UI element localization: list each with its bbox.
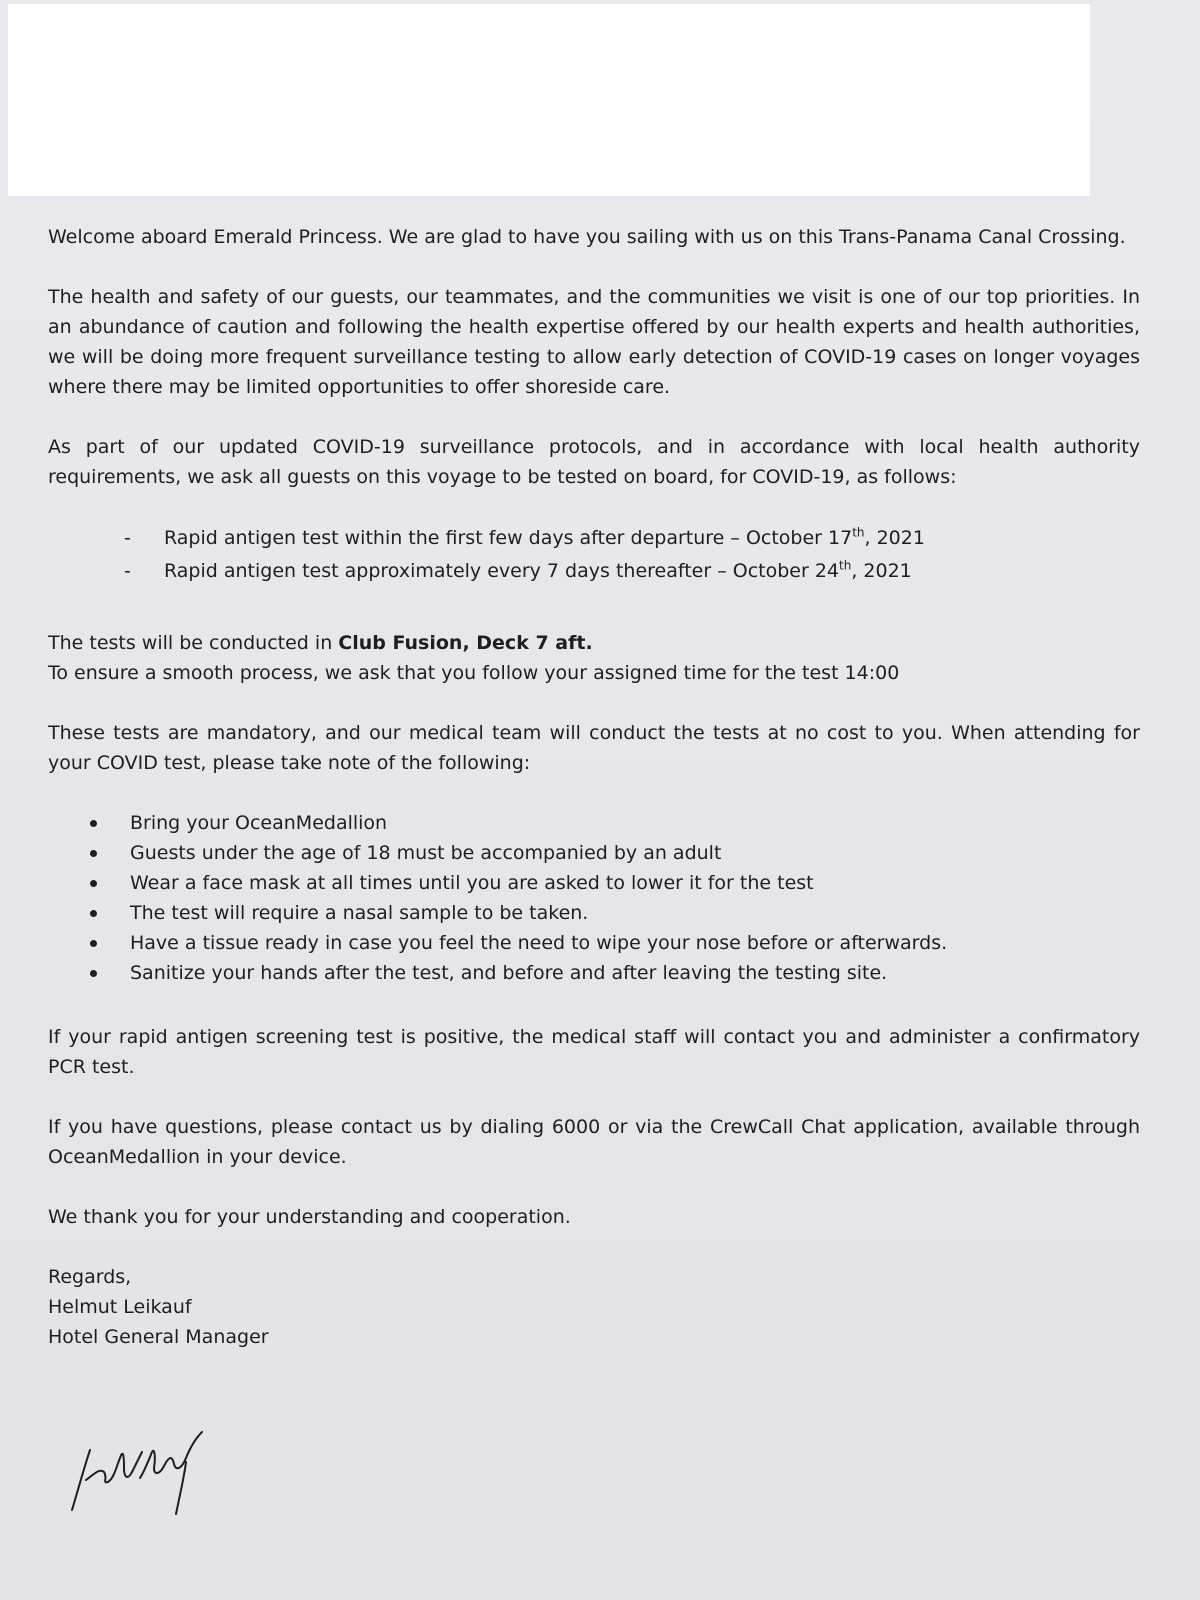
note-item: [48, 928, 1140, 958]
note-text: Guests under the age of 18 must be accompanied by an adult: [130, 842, 722, 864]
dash-marker: -: [124, 560, 131, 582]
location-prefix: The tests will be conducted in: [48, 632, 339, 654]
letter-body: [48, 222, 1140, 1352]
test-schedule-list: [48, 522, 1140, 588]
note-item: [48, 958, 1140, 988]
regards-line: Regards,: [48, 1266, 132, 1288]
bullet-dot: [90, 880, 97, 887]
test-year: , 2021: [864, 527, 925, 549]
note-item: [48, 868, 1140, 898]
test-schedule-item: [48, 522, 1140, 555]
note-item: [48, 898, 1140, 928]
note-text: Have a tissue ready in case you feel the need to wipe your nose before or afterwards.: [130, 932, 948, 954]
note-text: Sanitize your hands after the test, and before and after leaving the testing site.: [130, 962, 888, 984]
test-schedule-item: [48, 555, 1140, 588]
bullet-dot: [90, 940, 97, 947]
bullet-dot: [90, 850, 97, 857]
redacted-header-area: [8, 4, 1090, 196]
date-suffix: th: [839, 558, 852, 573]
assigned-time-line: To ensure a smooth process, we ask that you follow your assigned time for the test 14:00: [48, 662, 900, 684]
questions-paragraph: If you have questions, please contact us by dialing 6000 or via the CrewCall Chat application, available through OceanMedallion in your device.: [48, 1116, 1140, 1168]
dash-marker: -: [124, 527, 131, 549]
note-text: The test will require a nasal sample to be taken.: [130, 902, 589, 924]
test-description: Rapid antigen test within the first few days after departure – October 17: [164, 527, 853, 549]
signer-title: Hotel General Manager: [48, 1326, 269, 1348]
bullet-dot: [90, 820, 97, 827]
signature-block: [48, 1262, 1140, 1352]
test-description: Rapid antigen test approximately every 7 days thereafter – October 24: [164, 560, 839, 582]
welcome-paragraph: Welcome aboard Emerald Princess. We are glad to have you sailing with us on this Trans-Panama Canal Crossing.: [48, 226, 1126, 248]
signer-name: Helmut Leikauf: [48, 1296, 192, 1318]
bullet-dot: [90, 910, 97, 917]
note-text: Bring your OceanMedallion: [130, 812, 388, 834]
protocol-paragraph: As part of our updated COVID-19 surveillance protocols, and in accordance with local health authority requirements, we ask all guests on this voyage to be tested on board, for COVID-19, as follows:: [48, 436, 1140, 488]
location-line: [48, 628, 1140, 658]
note-item: [48, 838, 1140, 868]
bullet-dot: [90, 970, 97, 977]
date-suffix: th: [852, 525, 865, 540]
note-item: [48, 808, 1140, 838]
test-notes-list: [48, 808, 1140, 988]
test-year: , 2021: [851, 560, 912, 582]
positive-result-paragraph: If your rapid antigen screening test is positive, the medical staff will contact you and administer a confirmatory PCR test.: [48, 1026, 1140, 1078]
thanks-line: We thank you for your understanding and cooperation.: [48, 1206, 571, 1228]
location-name: Club Fusion, Deck 7 aft.: [338, 632, 593, 654]
mandatory-paragraph: These tests are mandatory, and our medical team will conduct the tests at no cost to you. When attending for your COVID test, please take note of the following:: [48, 722, 1140, 774]
health-safety-paragraph: The health and safety of our guests, our teammates, and the communities we visit is one of our top priorities. In an abundance of caution and following the health expertise offered by our health experts and health authorities, we will be doing more frequent surveillance testing to allow early detection of COVID-19 cases on longer voyages where there may be limited opportunities to offer shoreside care.: [48, 286, 1140, 398]
note-text: Wear a face mask at all times until you are asked to lower it for the test: [130, 872, 814, 894]
handwritten-signature: [64, 1428, 214, 1518]
